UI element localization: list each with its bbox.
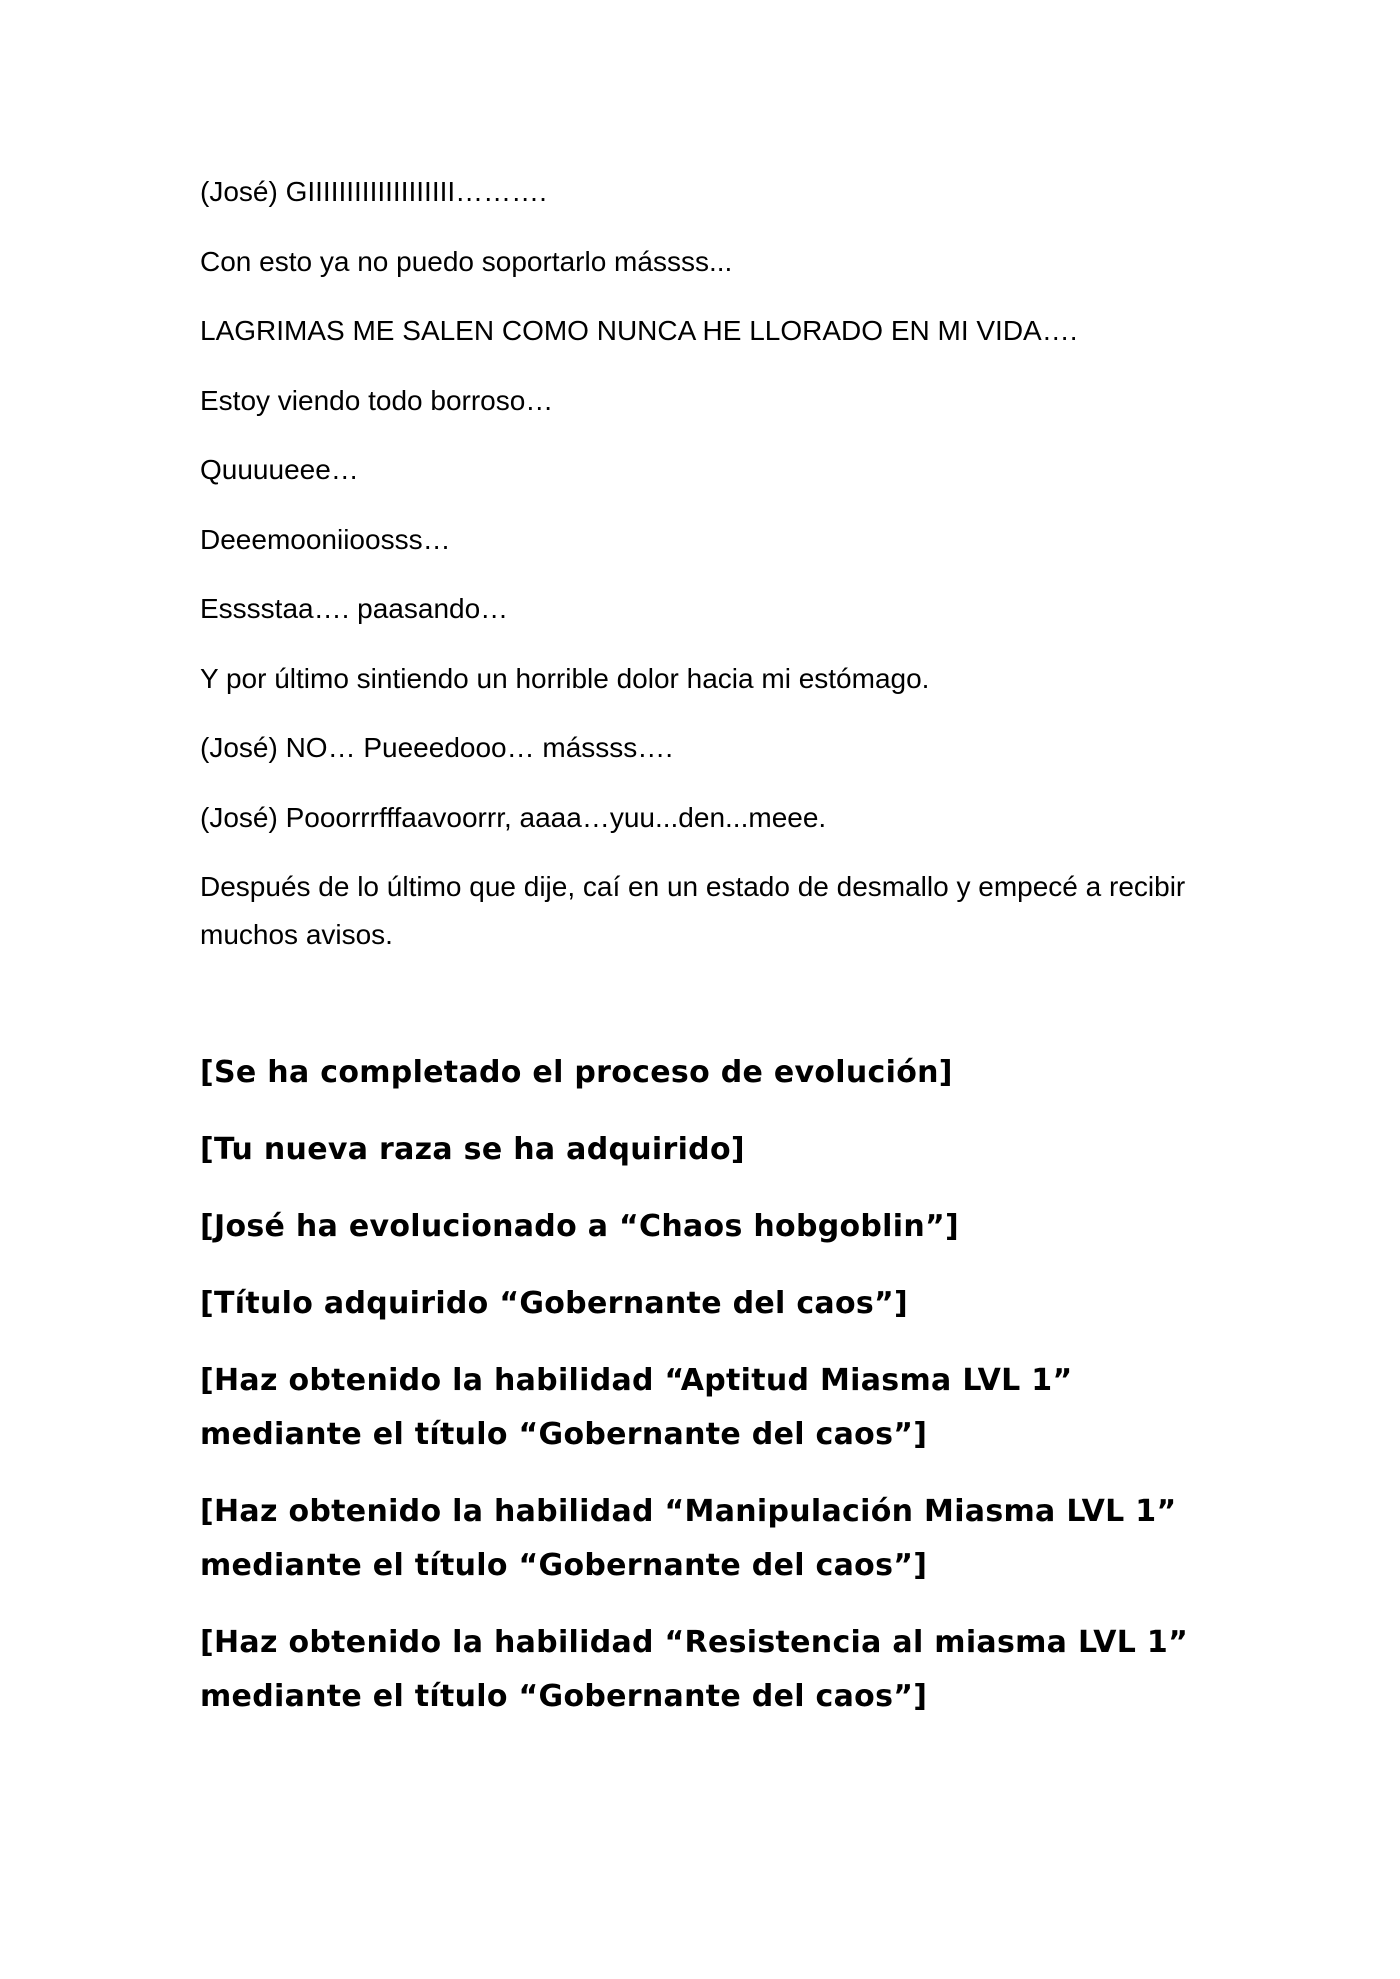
narrative-paragraph: Después de lo último que dije, caí en un estado de desmallo y empecé a recibir muchos avisos. bbox=[200, 871, 1194, 950]
document-page bbox=[200, 168, 1200, 1747]
narrative-line: Con esto ya no puedo soportarlo mássss... bbox=[200, 245, 733, 277]
narrative-line: Y por último sintiendo un horrible dolor hacia mi estómago. bbox=[200, 662, 930, 694]
narrative-line: (José) Pooorrrfffaavoorrr, aaaa…yuu...den...meee. bbox=[200, 801, 827, 833]
narrative-line: LAGRIMAS ME SALEN COMO NUNCA HE LLORADO EN MI VIDA…. bbox=[200, 315, 1078, 346]
narrative-line: Quuuueee… bbox=[200, 454, 359, 485]
system-notice: [Título adquirido “Gobernante del caos”] bbox=[200, 1286, 909, 1321]
system-notices-section bbox=[200, 1046, 1200, 1724]
narrative-line: Esssstaa…. paasando… bbox=[200, 593, 509, 624]
system-notice: [Haz obtenido la habilidad “Resistencia al miasma LVL 1” mediante el título “Gobernante del caos”] bbox=[200, 1625, 1189, 1714]
system-notice: [José ha evolucionado a “Chaos hobgoblin”] bbox=[200, 1209, 960, 1244]
system-notice: [Haz obtenido la habilidad “Manipulación Miasma LVL 1” mediante el título “Gobernante del caos”] bbox=[200, 1494, 1177, 1583]
narrative-line: (José) NO… Pueeedooo… mássss…. bbox=[200, 732, 674, 763]
system-notice: [Tu nueva raza se ha adquirido] bbox=[200, 1132, 745, 1167]
system-notice: [Se ha completado el proceso de evolución] bbox=[200, 1055, 953, 1090]
narrative-line: Deeemooniioosss… bbox=[200, 523, 451, 555]
system-notice: [Haz obtenido la habilidad “Aptitud Miasma LVL 1” mediante el título “Gobernante del caos”] bbox=[200, 1363, 1073, 1452]
narrative-line: Estoy viendo todo borroso… bbox=[200, 384, 554, 416]
narrative-line: (José) GIIIIIIIIIIIIIIIIIII………. bbox=[200, 176, 547, 207]
narrative-section bbox=[200, 168, 1200, 959]
